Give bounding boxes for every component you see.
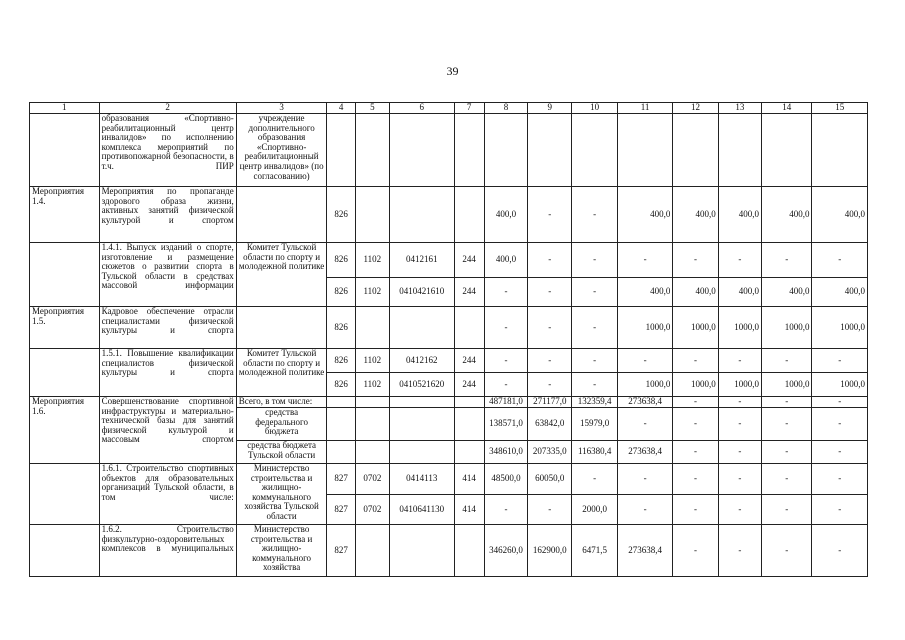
cell-value: 63842,0 (528, 408, 572, 441)
cell-value: 400,0 (673, 278, 718, 307)
cell-value: - (484, 278, 527, 307)
cell-value: 273638,4 (617, 397, 672, 408)
cell-value: - (673, 464, 718, 495)
cell-value: - (812, 243, 868, 278)
cell-type: 414 (454, 464, 484, 495)
cell-section: 1102 (355, 349, 389, 373)
cell-value: 1000,0 (762, 307, 812, 349)
cell-value: - (762, 525, 812, 577)
measure-name: образования «Спортивно-реабилитационный центр инвалидов» по исполнению комплекса мероприятий по противопожарной безопасности, в т.ч. ПИР (99, 114, 236, 187)
cell-grbs: 826 (327, 278, 355, 307)
cell-value: 6471,5 (572, 525, 617, 577)
cell-value: 400,0 (762, 187, 812, 243)
cell-value: 1000,0 (718, 307, 761, 349)
cell-value: - (572, 243, 617, 278)
cell-grbs: 826 (327, 373, 355, 397)
table-row (30, 397, 868, 408)
header-cell: 4 (327, 103, 355, 114)
cell-value: 348610,0 (484, 441, 527, 464)
cell-value: - (762, 441, 812, 464)
cell-value: 162900,0 (528, 525, 572, 577)
cell-value: - (812, 525, 868, 577)
table-row (30, 464, 868, 495)
cell-value: 60050,0 (528, 464, 572, 495)
cell-value: 400,0 (617, 187, 672, 243)
cell-value: 1000,0 (617, 373, 672, 397)
cell-value: - (762, 397, 812, 408)
cell-value: 1000,0 (673, 373, 718, 397)
cell-value: - (572, 307, 617, 349)
cell-value: 1000,0 (718, 373, 761, 397)
cell-value: - (528, 187, 572, 243)
cell-value: - (718, 408, 761, 441)
header-cell: 7 (454, 103, 484, 114)
measure-name: Мероприятия по пропаганде здорового образа жизни, активных занятий физической культурой и спортом (99, 187, 236, 243)
cell-value: - (762, 349, 812, 373)
measure-name: Кадровое обеспечение отрасли специалистами физической культуры и спорта (99, 307, 236, 349)
cell-grbs: 826 (327, 307, 355, 349)
measure-group: Мероприятия 1.6. (30, 397, 100, 464)
header-cell: 3 (236, 103, 327, 114)
cell-value: 400,0 (812, 278, 868, 307)
cell-value: 273638,4 (617, 441, 672, 464)
cell-value: 487181,0 (484, 397, 527, 408)
header-cell: 14 (762, 103, 812, 114)
header-cell: 5 (355, 103, 389, 114)
cell-target: 0410421610 (389, 278, 454, 307)
cell-value: - (673, 243, 718, 278)
cell-value: - (617, 495, 672, 525)
cell-value: 400,0 (484, 187, 527, 243)
header-cell: 11 (617, 103, 672, 114)
cell-value: - (617, 408, 672, 441)
cell-value: 346260,0 (484, 525, 527, 577)
measure-name: 1.6.2. Строительство физкультурно-оздоровительных комплексов в муниципальных (99, 525, 236, 577)
cell-value: - (812, 495, 868, 525)
cell-grbs: 826 (327, 187, 355, 243)
cell-value: - (528, 278, 572, 307)
cell-value: - (718, 495, 761, 525)
header-row (30, 103, 868, 114)
cell-value: - (812, 408, 868, 441)
cell-section: 0702 (355, 495, 389, 525)
cell-value: - (673, 397, 718, 408)
cell-value: - (718, 464, 761, 495)
funding-source: средства федерального бюджета (236, 408, 327, 441)
cell-value: 138571,0 (484, 408, 527, 441)
cell-value: 400,0 (617, 278, 672, 307)
cell-value: - (718, 243, 761, 278)
cell-type: 414 (454, 495, 484, 525)
cell-value: 1000,0 (812, 307, 868, 349)
cell-value: 400,0 (762, 278, 812, 307)
table-row (30, 307, 868, 349)
measure-name: 1.4.1. Выпуск изданий о спорте, изготовление и размещение сюжетов о развитии спорта в Тульской области в средствах массовой информации (99, 243, 236, 307)
cell-value: - (484, 373, 527, 397)
cell-value: - (673, 441, 718, 464)
header-cell: 8 (484, 103, 527, 114)
header-cell: 6 (389, 103, 454, 114)
cell-value: - (762, 464, 812, 495)
table-row (30, 243, 868, 278)
cell-value: 1000,0 (673, 307, 718, 349)
cell-value: 400,0 (718, 187, 761, 243)
cell-grbs: 826 (327, 243, 355, 278)
header-cell: 10 (572, 103, 617, 114)
cell-value: - (484, 495, 527, 525)
cell-value: 1000,0 (617, 307, 672, 349)
cell-value: - (812, 397, 868, 408)
cell-section: 1102 (355, 243, 389, 278)
cell-value: - (673, 495, 718, 525)
cell-value: - (718, 525, 761, 577)
cell-value: 400,0 (718, 278, 761, 307)
cell-value: - (812, 349, 868, 373)
cell-section: 0702 (355, 464, 389, 495)
cell-value: - (572, 278, 617, 307)
header-cell: 15 (812, 103, 868, 114)
cell-value: - (812, 464, 868, 495)
cell-value: 400,0 (673, 187, 718, 243)
cell-value: - (617, 349, 672, 373)
cell-grbs: 827 (327, 495, 355, 525)
executor: Министерство строительства и жилищно-коммунального хозяйства Тульской области (236, 464, 327, 525)
cell-target: 0412161 (389, 243, 454, 278)
cell-section: 1102 (355, 278, 389, 307)
cell-grbs: 827 (327, 464, 355, 495)
cell-value: 207335,0 (528, 441, 572, 464)
header-cell: 12 (673, 103, 718, 114)
funding-source: средства бюджета Тульской области (236, 441, 327, 464)
cell-value: 116380,4 (572, 441, 617, 464)
cell-value: - (572, 464, 617, 495)
table-row (30, 187, 868, 243)
cell-value: - (673, 408, 718, 441)
cell-value: - (673, 349, 718, 373)
cell-target: 0410521620 (389, 373, 454, 397)
cell-value: - (718, 397, 761, 408)
cell-type: 244 (454, 243, 484, 278)
program-table (29, 102, 868, 577)
table-row (30, 349, 868, 373)
cell-type: 244 (454, 373, 484, 397)
cell-value: 400,0 (484, 243, 527, 278)
executor: учреждение дополнительного образования «Спортивно-реабилитационный центр инвалидов» (по согласованию) (236, 114, 327, 187)
cell-value: - (718, 349, 761, 373)
cell-value: - (528, 349, 572, 373)
cell-value: - (718, 441, 761, 464)
cell-value: 48500,0 (484, 464, 527, 495)
cell-section: 1102 (355, 373, 389, 397)
cell-value: - (673, 525, 718, 577)
measure-group: Мероприятия 1.4. (30, 187, 100, 243)
measure-group: Мероприятия 1.5. (30, 307, 100, 349)
measure-name: 1.5.1. Повышение квалификации специалистов физической культуры и спорта (99, 349, 236, 397)
cell-value: - (812, 441, 868, 464)
cell-value: 2000,0 (572, 495, 617, 525)
table-row (30, 525, 868, 577)
cell-value: - (572, 373, 617, 397)
cell-value: 1000,0 (762, 373, 812, 397)
executor: Министерство строительства и жилищно-коммунального хозяйства (236, 525, 327, 577)
cell-value: 15979,0 (572, 408, 617, 441)
cell-value: - (484, 307, 527, 349)
cell-value: - (617, 243, 672, 278)
table-row (30, 114, 868, 187)
cell-value: - (484, 349, 527, 373)
cell-value: - (762, 495, 812, 525)
cell-type: 244 (454, 349, 484, 373)
cell-value: - (528, 307, 572, 349)
cell-target: 0410641130 (389, 495, 454, 525)
cell-value: - (762, 243, 812, 278)
funding-source: Всего, в том числе: (236, 397, 327, 408)
executor: Комитет Тульской области по спорту и молодежной политике (236, 243, 327, 307)
cell-value: 132359,4 (572, 397, 617, 408)
cell-value: - (528, 495, 572, 525)
page-number: 39 (446, 64, 459, 78)
cell-value: 273638,4 (617, 525, 672, 577)
cell-value: 271177,0 (528, 397, 572, 408)
header-cell: 9 (528, 103, 572, 114)
cell-value: - (572, 187, 617, 243)
measure-name: Совершенствование спортивной инфраструктуры и материально-технической базы для занятий физической культурой и массовым спортом (99, 397, 236, 464)
cell-type: 244 (454, 278, 484, 307)
executor: Комитет Тульской области по спорту и молодежной политике (236, 349, 327, 397)
cell-value: 400,0 (812, 187, 868, 243)
cell-grbs: 827 (327, 525, 355, 577)
cell-target: 0412162 (389, 349, 454, 373)
header-cell: 2 (99, 103, 236, 114)
header-cell: 13 (718, 103, 761, 114)
cell-value: - (528, 373, 572, 397)
cell-value: - (762, 408, 812, 441)
cell-value: 1000,0 (812, 373, 868, 397)
cell-target: 0414113 (389, 464, 454, 495)
measure-name: 1.6.1. Строительство спортивных объектов для образовательных организаций Тульской области, в том числе: (99, 464, 236, 525)
cell-value: - (572, 349, 617, 373)
cell-grbs: 826 (327, 349, 355, 373)
header-cell: 1 (30, 103, 100, 114)
cell-value: - (528, 243, 572, 278)
cell-value: - (617, 464, 672, 495)
